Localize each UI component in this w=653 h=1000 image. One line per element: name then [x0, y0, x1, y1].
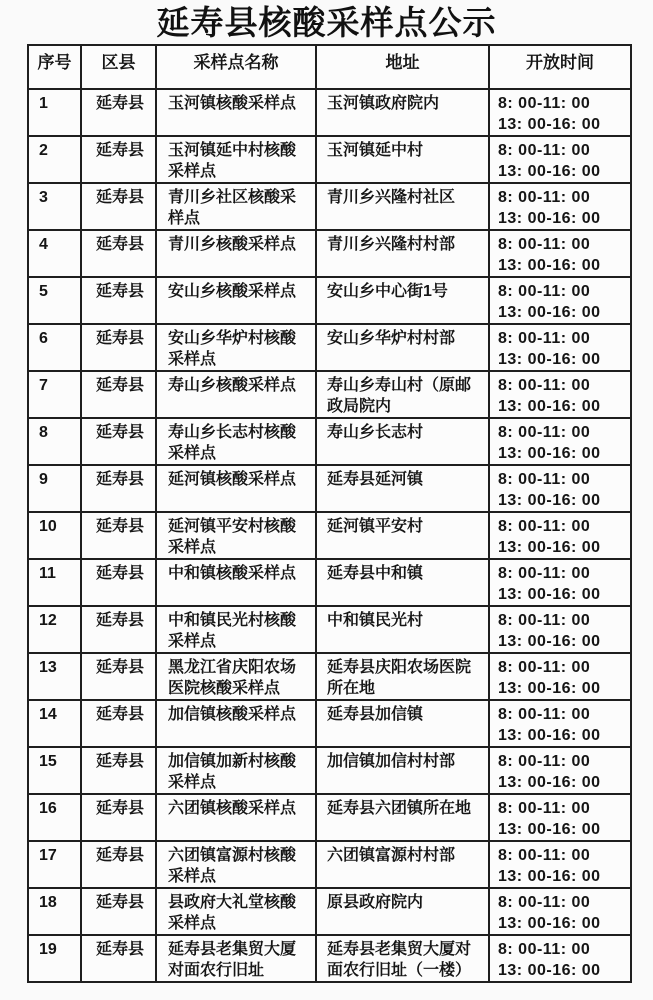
open-hours-afternoon: 13: 00-16: 00: [498, 116, 601, 133]
table-row: [28, 277, 631, 324]
open-hours-morning: 8: 00-11: 00: [498, 941, 591, 958]
cell-serial-number: 16: [28, 794, 81, 841]
cell-serial-number: 17: [28, 841, 81, 888]
page-title: 延寿县核酸采样点公示: [156, 4, 497, 41]
table-row: [28, 89, 631, 136]
table-row: [28, 230, 631, 277]
open-hours-morning: 8: 00-11: 00: [498, 518, 591, 535]
cell-open-hours: [489, 418, 631, 465]
cell-open-hours: [489, 136, 631, 183]
open-hours-afternoon: 13: 00-16: 00: [498, 774, 601, 791]
cell-county: 延寿县: [81, 559, 156, 606]
cell-site-name: 黑龙江省庆阳农场医院核酸采样点: [156, 653, 316, 700]
cell-serial-number: 3: [28, 183, 81, 230]
cell-address: 延寿县六团镇所在地: [316, 794, 489, 841]
cell-county: 延寿县: [81, 277, 156, 324]
table-row: [28, 841, 631, 888]
open-hours-afternoon: 13: 00-16: 00: [498, 163, 601, 180]
cell-address: 玉河镇延中村: [316, 136, 489, 183]
table-row: [28, 183, 631, 230]
cell-open-hours: [489, 653, 631, 700]
cell-serial-number: 9: [28, 465, 81, 512]
cell-site-name: 安山乡华炉村核酸采样点: [156, 324, 316, 371]
cell-county: 延寿县: [81, 653, 156, 700]
cell-county: 延寿县: [81, 794, 156, 841]
open-hours-morning: 8: 00-11: 00: [498, 612, 591, 629]
cell-county: 延寿县: [81, 183, 156, 230]
open-hours-afternoon: 13: 00-16: 00: [498, 868, 601, 885]
cell-open-hours: [489, 841, 631, 888]
cell-address: 寿山乡长志村: [316, 418, 489, 465]
open-hours-afternoon: 13: 00-16: 00: [498, 962, 601, 979]
table-row: [28, 653, 631, 700]
open-hours-morning: 8: 00-11: 00: [498, 847, 591, 864]
open-hours-afternoon: 13: 00-16: 00: [498, 210, 601, 227]
cell-site-name: 加信镇核酸采样点: [156, 700, 316, 747]
cell-open-hours: [489, 183, 631, 230]
cell-county: 延寿县: [81, 888, 156, 935]
cell-serial-number: 11: [28, 559, 81, 606]
cell-site-name: 加信镇加新村核酸采样点: [156, 747, 316, 794]
cell-serial-number: 5: [28, 277, 81, 324]
table-row: [28, 324, 631, 371]
open-hours-morning: 8: 00-11: 00: [498, 189, 591, 206]
cell-site-name: 中和镇民光村核酸采样点: [156, 606, 316, 653]
open-hours-morning: 8: 00-11: 00: [498, 330, 591, 347]
open-hours-afternoon: 13: 00-16: 00: [498, 680, 601, 697]
header-row: [28, 45, 631, 89]
cell-county: 延寿县: [81, 418, 156, 465]
cell-open-hours: [489, 371, 631, 418]
open-hours-morning: 8: 00-11: 00: [498, 95, 591, 112]
table-row: [28, 794, 631, 841]
cell-open-hours: [489, 888, 631, 935]
open-hours-morning: 8: 00-11: 00: [498, 424, 591, 441]
col-header-hours: 开放时间: [489, 45, 631, 89]
open-hours-afternoon: 13: 00-16: 00: [498, 398, 601, 415]
cell-serial-number: 7: [28, 371, 81, 418]
cell-county: 延寿县: [81, 324, 156, 371]
cell-site-name: 中和镇核酸采样点: [156, 559, 316, 606]
cell-site-name: 玉河镇延中村核酸采样点: [156, 136, 316, 183]
cell-address: 延河镇平安村: [316, 512, 489, 559]
table-row: [28, 418, 631, 465]
open-hours-morning: 8: 00-11: 00: [498, 706, 591, 723]
cell-address: 原县政府院内: [316, 888, 489, 935]
cell-county: 延寿县: [81, 700, 156, 747]
cell-county: 延寿县: [81, 136, 156, 183]
cell-open-hours: [489, 606, 631, 653]
cell-county: 延寿县: [81, 465, 156, 512]
table-row: [28, 747, 631, 794]
cell-county: 延寿县: [81, 747, 156, 794]
cell-serial-number: 2: [28, 136, 81, 183]
table-row: [28, 888, 631, 935]
cell-serial-number: 14: [28, 700, 81, 747]
cell-address: 延寿县延河镇: [316, 465, 489, 512]
cell-serial-number: 18: [28, 888, 81, 935]
table-row: [28, 512, 631, 559]
open-hours-afternoon: 13: 00-16: 00: [498, 821, 601, 838]
cell-address: 六团镇富源村村部: [316, 841, 489, 888]
sampling-points-table: [27, 44, 632, 983]
open-hours-morning: 8: 00-11: 00: [498, 659, 591, 676]
table-row: [28, 700, 631, 747]
cell-address: 安山乡华炉村村部: [316, 324, 489, 371]
cell-address: 中和镇民光村: [316, 606, 489, 653]
col-header-county: 区县: [81, 45, 156, 89]
table-row: [28, 559, 631, 606]
cell-site-name: 县政府大礼堂核酸采样点: [156, 888, 316, 935]
col-header-site: 采样点名称: [156, 45, 316, 89]
open-hours-afternoon: 13: 00-16: 00: [498, 304, 601, 321]
table-row: [28, 935, 631, 982]
open-hours-morning: 8: 00-11: 00: [498, 753, 591, 770]
cell-open-hours: [489, 512, 631, 559]
cell-address: 延寿县加信镇: [316, 700, 489, 747]
cell-serial-number: 1: [28, 89, 81, 136]
cell-serial-number: 8: [28, 418, 81, 465]
cell-county: 延寿县: [81, 230, 156, 277]
cell-county: 延寿县: [81, 89, 156, 136]
cell-serial-number: 6: [28, 324, 81, 371]
open-hours-morning: 8: 00-11: 00: [498, 800, 591, 817]
cell-site-name: 寿山乡长志村核酸采样点: [156, 418, 316, 465]
table-row: [28, 136, 631, 183]
cell-serial-number: 10: [28, 512, 81, 559]
cell-address: 安山乡中心街1号: [316, 277, 489, 324]
cell-site-name: 青川乡核酸采样点: [156, 230, 316, 277]
cell-serial-number: 12: [28, 606, 81, 653]
cell-address: 延寿县中和镇: [316, 559, 489, 606]
cell-site-name: 玉河镇核酸采样点: [156, 89, 316, 136]
cell-site-name: 延河镇平安村核酸采样点: [156, 512, 316, 559]
open-hours-morning: 8: 00-11: 00: [498, 377, 591, 394]
cell-address: 延寿县老集贸大厦对面农行旧址（一楼）: [316, 935, 489, 982]
cell-county: 延寿县: [81, 512, 156, 559]
cell-open-hours: [489, 324, 631, 371]
cell-address: 玉河镇政府院内: [316, 89, 489, 136]
open-hours-morning: 8: 00-11: 00: [498, 894, 591, 911]
col-header-no: 序号: [28, 45, 81, 89]
cell-open-hours: [489, 230, 631, 277]
open-hours-morning: 8: 00-11: 00: [498, 565, 591, 582]
cell-serial-number: 13: [28, 653, 81, 700]
cell-site-name: 六团镇富源村核酸采样点: [156, 841, 316, 888]
cell-serial-number: 4: [28, 230, 81, 277]
cell-serial-number: 15: [28, 747, 81, 794]
cell-site-name: 安山乡核酸采样点: [156, 277, 316, 324]
cell-open-hours: [489, 277, 631, 324]
cell-address: 加信镇加信村村部: [316, 747, 489, 794]
cell-site-name: 延河镇核酸采样点: [156, 465, 316, 512]
table-body: [28, 89, 631, 982]
open-hours-afternoon: 13: 00-16: 00: [498, 633, 601, 650]
cell-county: 延寿县: [81, 935, 156, 982]
open-hours-afternoon: 13: 00-16: 00: [498, 351, 601, 368]
cell-site-name: 寿山乡核酸采样点: [156, 371, 316, 418]
cell-site-name: 延寿县老集贸大厦对面农行旧址: [156, 935, 316, 982]
open-hours-morning: 8: 00-11: 00: [498, 142, 591, 159]
cell-open-hours: [489, 794, 631, 841]
cell-serial-number: 19: [28, 935, 81, 982]
open-hours-afternoon: 13: 00-16: 00: [498, 727, 601, 744]
cell-site-name: 青川乡社区核酸采样点: [156, 183, 316, 230]
table-row: [28, 465, 631, 512]
cell-open-hours: [489, 89, 631, 136]
open-hours-morning: 8: 00-11: 00: [498, 283, 591, 300]
open-hours-afternoon: 13: 00-16: 00: [498, 257, 601, 274]
open-hours-afternoon: 13: 00-16: 00: [498, 539, 601, 556]
open-hours-morning: 8: 00-11: 00: [498, 471, 591, 488]
table-header: [28, 45, 631, 89]
cell-address: 延寿县庆阳农场医院所在地: [316, 653, 489, 700]
open-hours-afternoon: 13: 00-16: 00: [498, 915, 601, 932]
cell-open-hours: [489, 559, 631, 606]
col-header-address: 地址: [316, 45, 489, 89]
cell-site-name: 六团镇核酸采样点: [156, 794, 316, 841]
cell-county: 延寿县: [81, 841, 156, 888]
cell-address: 寿山乡寿山村（原邮政局院内: [316, 371, 489, 418]
cell-open-hours: [489, 700, 631, 747]
cell-address: 青川乡兴隆村村部: [316, 230, 489, 277]
open-hours-afternoon: 13: 00-16: 00: [498, 492, 601, 509]
cell-county: 延寿县: [81, 606, 156, 653]
open-hours-afternoon: 13: 00-16: 00: [498, 445, 601, 462]
table-row: [28, 371, 631, 418]
cell-open-hours: [489, 935, 631, 982]
cell-open-hours: [489, 747, 631, 794]
table-row: [28, 606, 631, 653]
cell-open-hours: [489, 465, 631, 512]
open-hours-afternoon: 13: 00-16: 00: [498, 586, 601, 603]
cell-county: 延寿县: [81, 371, 156, 418]
cell-address: 青川乡兴隆村社区: [316, 183, 489, 230]
open-hours-morning: 8: 00-11: 00: [498, 236, 591, 253]
